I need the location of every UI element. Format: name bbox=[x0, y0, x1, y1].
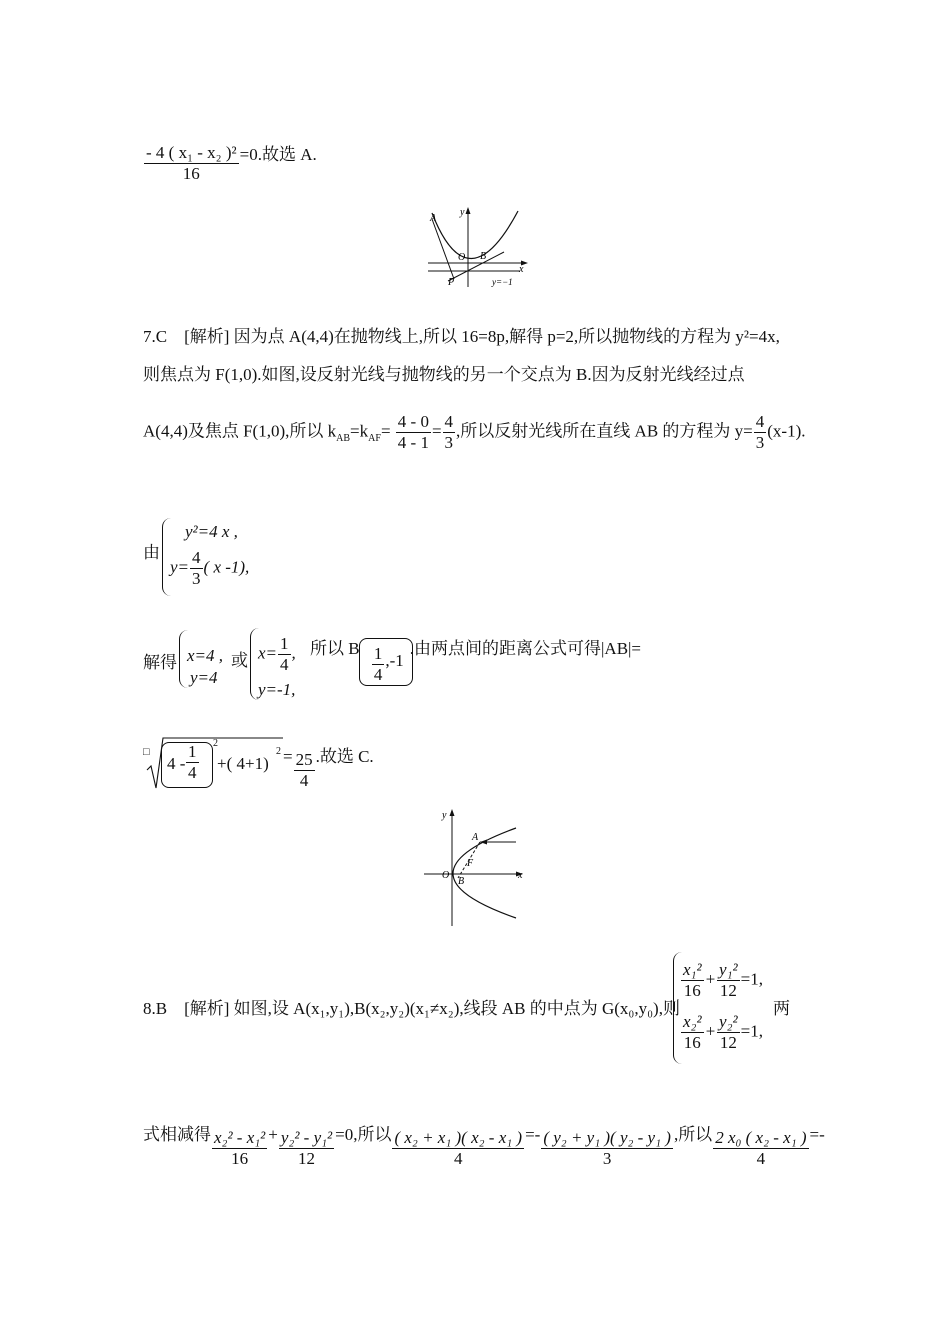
subscript-af: AF bbox=[368, 432, 381, 444]
jiede-label: 解得 bbox=[143, 653, 177, 672]
tangent-line-a bbox=[432, 219, 454, 279]
fraction-suffix: =0.故选 A. bbox=[239, 145, 317, 164]
figure-parabola-reflection bbox=[420, 806, 530, 930]
ellipse-system-row2 bbox=[680, 1012, 763, 1053]
denominator: 4 - 1 bbox=[397, 433, 429, 452]
label-x: x bbox=[519, 264, 524, 275]
q7-line3-c: (x-1). bbox=[767, 421, 806, 441]
subscript-ab: AB bbox=[336, 432, 351, 444]
ellipse-system-row1 bbox=[680, 960, 763, 1001]
numerator: 1 bbox=[280, 634, 289, 653]
denominator: 4 bbox=[756, 1148, 766, 1168]
distance-text: .由两点间的距离公式可得|AB|= bbox=[409, 639, 642, 658]
numerator: 2 x₀ ( x₂ - x₁ ) bbox=[715, 1127, 807, 1147]
label-b: B bbox=[458, 876, 465, 887]
q7-line3-a: A(4,4)及焦点 F(1,0),所以 k bbox=[143, 421, 337, 441]
equals: = bbox=[431, 421, 442, 441]
bottom-prefix: 式相减得 bbox=[143, 1125, 211, 1144]
q7-line3 bbox=[143, 412, 805, 453]
numerator: 25 bbox=[295, 749, 313, 769]
fraction bbox=[190, 548, 203, 589]
fraction-y-diff bbox=[279, 1128, 334, 1169]
line-slope-fraction bbox=[754, 412, 767, 453]
point-parenthesis bbox=[359, 638, 413, 686]
slope-value-fraction bbox=[443, 412, 456, 453]
sqrt-placeholder-box: □ bbox=[143, 746, 150, 758]
numerator: - 4 ( x₁ - x₂ )² bbox=[146, 142, 237, 162]
label-p: P bbox=[448, 277, 455, 288]
q7-line1: 7.C [解析] 因为点 A(4,4)在抛物线上,所以 16=8p,解得 p=2,所以抛物线的方程为 y²=4x, bbox=[143, 327, 780, 346]
point-b-y: ,-1 bbox=[385, 651, 404, 670]
fraction-x1 bbox=[681, 960, 704, 1001]
huo-label: 或 bbox=[231, 651, 248, 670]
solution1-row1: x=4 , bbox=[187, 646, 224, 665]
fraction-x-product bbox=[392, 1128, 524, 1169]
equals-negative-end: =- bbox=[809, 1125, 825, 1144]
q7-line3-eq: =k bbox=[350, 421, 369, 441]
sqrt-result bbox=[283, 742, 374, 791]
numerator: y₁² bbox=[719, 960, 738, 979]
system1-row2 bbox=[170, 548, 249, 589]
slope-fraction bbox=[396, 412, 431, 453]
solution2-row1 bbox=[258, 634, 296, 675]
numerator: x₂² - x₁² bbox=[214, 1127, 266, 1147]
denominator: 3 bbox=[755, 433, 765, 452]
sqrt-term-b: +( 4+1) bbox=[217, 754, 269, 773]
liang-label: 两 bbox=[773, 999, 790, 1018]
fraction-y1 bbox=[717, 960, 740, 1001]
plus-sign: + bbox=[704, 1021, 717, 1041]
row-prefix: x= bbox=[258, 643, 278, 663]
fraction-y2 bbox=[717, 1012, 740, 1053]
y-axis-arrow-icon bbox=[466, 207, 471, 214]
numerator: y₂² - y₁² bbox=[280, 1127, 333, 1147]
q8-bottom-line bbox=[143, 1120, 825, 1169]
q7-line2: 则焦点为 F(1,0).如图,设反射光线与抛物线的另一个交点为 B.因为反射光线经过点 bbox=[143, 365, 745, 384]
q8-line1: 8.B [解析] 如图,设 A(x₁,y₁),B(x₂,y₂)(x₁≠x₂),线段 AB 的中点为 G(x₀,y₀),则 bbox=[143, 999, 680, 1018]
plus-sign: + bbox=[268, 1125, 278, 1144]
result-tail: .故选 C. bbox=[315, 747, 374, 766]
label-y: y bbox=[442, 810, 447, 821]
label-o: O bbox=[458, 252, 466, 263]
label-x: x bbox=[518, 870, 523, 881]
sqrt-fraction bbox=[186, 742, 199, 783]
square-exponent-2: 2 bbox=[276, 746, 281, 757]
bottom-suffix: ,所以 bbox=[673, 1125, 713, 1144]
top-fraction-line bbox=[143, 140, 317, 184]
numerator: 4 bbox=[755, 412, 765, 431]
equals: = bbox=[283, 747, 293, 766]
plus-sign: + bbox=[704, 969, 717, 989]
denominator: 16 bbox=[231, 1148, 249, 1168]
denominator: 3 bbox=[602, 1148, 612, 1168]
point-b-line bbox=[310, 634, 641, 685]
numerator: 4 - 0 bbox=[397, 412, 429, 431]
denominator: 12 bbox=[719, 1033, 737, 1052]
denominator: 16 bbox=[683, 1033, 701, 1052]
denominator: 16 bbox=[182, 163, 200, 183]
fraction-midpoint bbox=[713, 1128, 808, 1169]
row-suffix: , bbox=[291, 643, 296, 663]
solution2-row2: y=-1, bbox=[258, 680, 296, 699]
denominator: 16 bbox=[683, 981, 701, 1000]
fraction bbox=[278, 634, 291, 675]
system1-row1: y²=4 x , bbox=[185, 522, 238, 541]
numerator: 4 bbox=[444, 412, 454, 431]
fraction bbox=[144, 143, 239, 184]
denominator: 4 bbox=[280, 655, 289, 674]
parabola-curve bbox=[432, 211, 518, 259]
solution1-row2: y=4 bbox=[190, 668, 218, 687]
square-exponent-1: 2 bbox=[213, 738, 218, 749]
numerator: y₂² bbox=[719, 1012, 738, 1031]
denominator: 4 bbox=[188, 763, 197, 782]
q7-line3-b: ,所以反射光线所在直线 AB 的方程为 y= bbox=[456, 421, 753, 441]
fraction-y-product bbox=[541, 1128, 673, 1169]
equals-negative: =- bbox=[525, 1125, 541, 1144]
label-directrix: y=−1 bbox=[492, 277, 513, 287]
denominator: 4 bbox=[454, 1148, 463, 1168]
row-suffix: ( x -1), bbox=[203, 557, 250, 577]
numerator: 1 bbox=[373, 643, 383, 663]
row-tail: =1, bbox=[740, 1021, 763, 1041]
numerator: ( x₂ + x₁ )( x₂ - x₁ ) bbox=[394, 1127, 523, 1147]
sqrt-term-a: 4 - bbox=[167, 754, 186, 773]
denominator: 4 bbox=[299, 770, 309, 790]
label-o: O bbox=[442, 870, 450, 881]
you-label: 由 bbox=[143, 543, 160, 562]
label-a: A bbox=[472, 832, 479, 843]
numerator: ( y₂ + y₁ )( y₂ - y₁ ) bbox=[543, 1127, 671, 1147]
label-y: y bbox=[460, 207, 465, 218]
suoyi-b: 所以 B bbox=[310, 639, 360, 658]
result-fraction bbox=[294, 750, 315, 791]
denominator: 12 bbox=[719, 981, 737, 1000]
y-axis-arrow-icon bbox=[450, 809, 455, 816]
denominator: 4 bbox=[373, 664, 383, 684]
row-prefix: y= bbox=[170, 557, 190, 577]
numerator: x₂² bbox=[683, 1012, 702, 1031]
denominator: 12 bbox=[297, 1148, 315, 1168]
numerator: x₁² bbox=[683, 960, 702, 979]
denominator: 3 bbox=[192, 569, 201, 588]
numerator: 4 bbox=[192, 548, 201, 567]
fraction-x2 bbox=[681, 1012, 704, 1053]
q7-line3-eq2: = bbox=[380, 421, 391, 441]
row-tail: =1, bbox=[740, 969, 763, 989]
label-b: B bbox=[480, 251, 487, 262]
bottom-middle: =0,所以 bbox=[335, 1125, 392, 1144]
fraction-x-diff bbox=[212, 1128, 267, 1169]
label-f: F bbox=[467, 858, 474, 869]
denominator: 3 bbox=[444, 433, 454, 452]
label-a: A bbox=[430, 213, 437, 224]
numerator: 1 bbox=[188, 742, 197, 761]
figure-parabola-tangents bbox=[420, 205, 535, 290]
